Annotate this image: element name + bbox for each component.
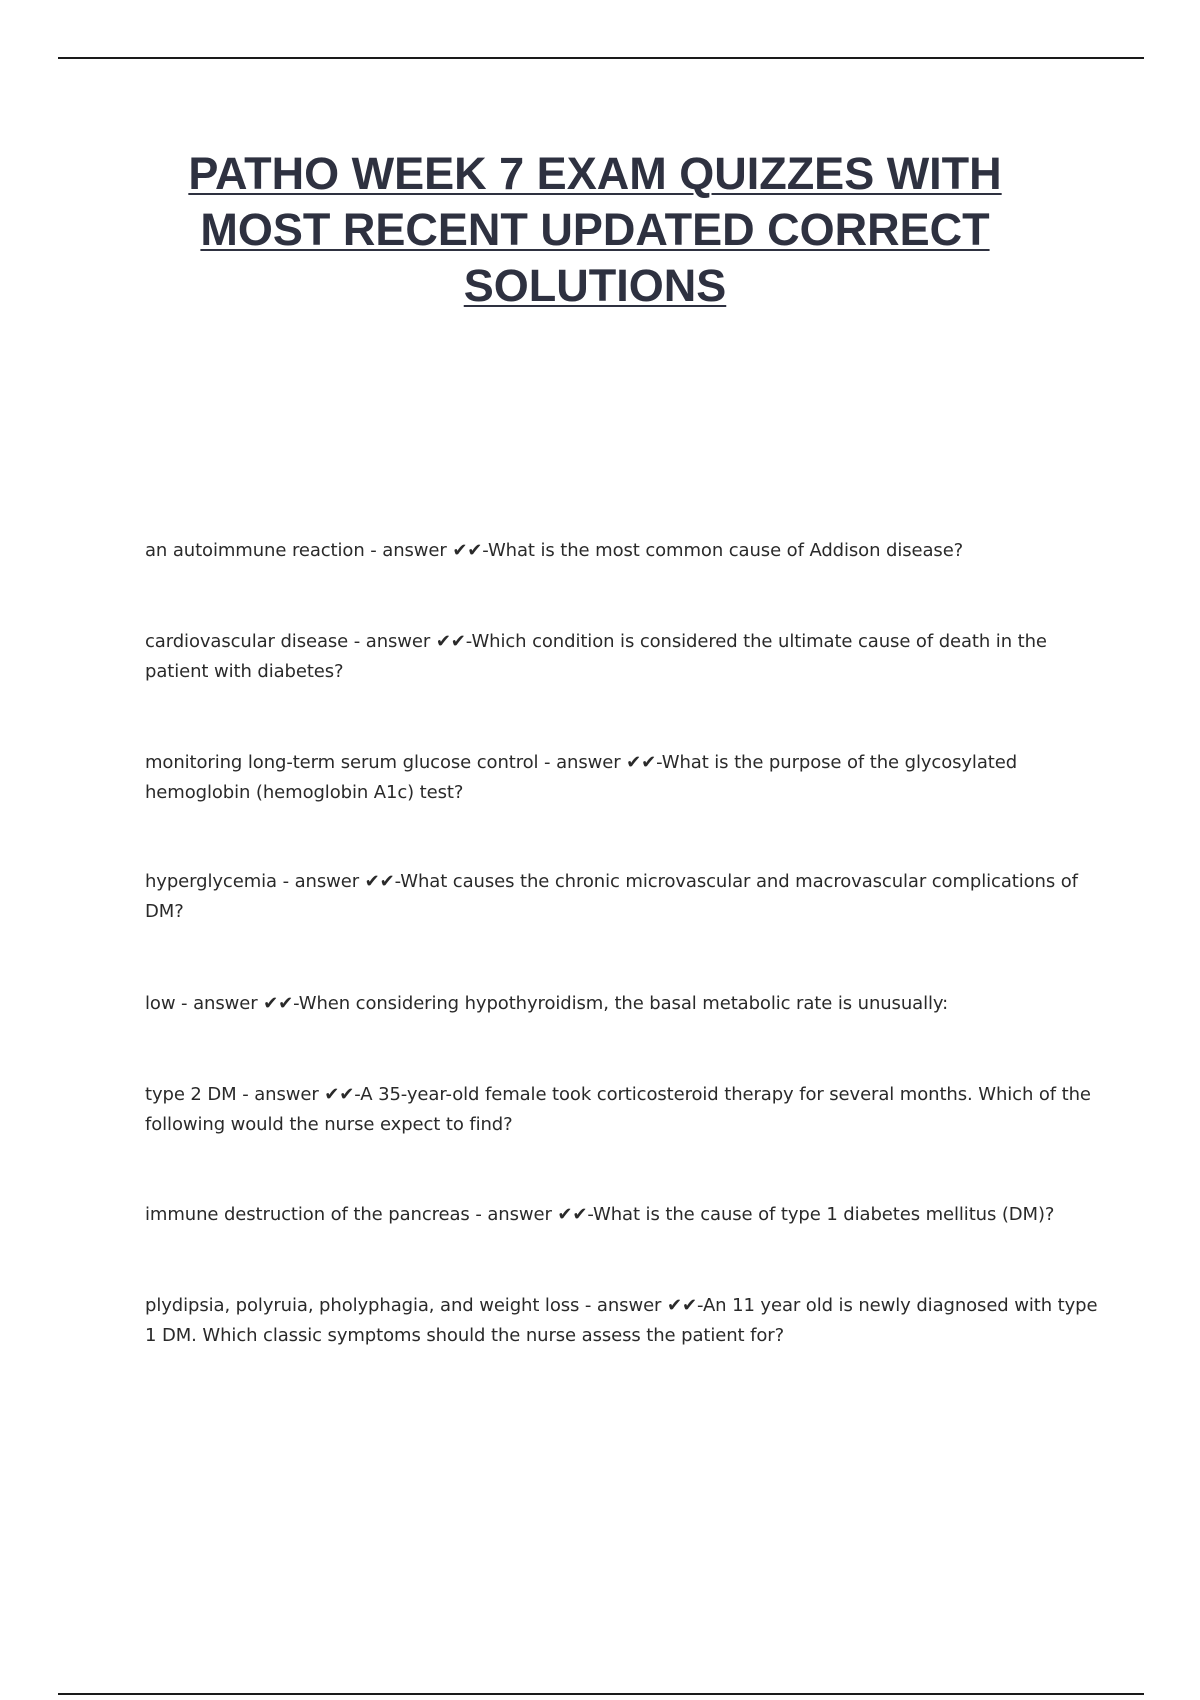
- checkmark-icon: ✔✔: [263, 993, 294, 1014]
- qa-item-3: [145, 748, 1100, 808]
- qa-item-4: [145, 867, 1100, 927]
- bottom-divider: [58, 1693, 1144, 1695]
- question-text: -An 11 year old is newly diagnosed with type 1 DM. Which classic symptoms should the nurse assess the patient for?: [145, 1295, 1098, 1346]
- answer-text: cardiovascular disease: [145, 631, 349, 652]
- checkmark-icon: ✔✔: [666, 1295, 697, 1316]
- qa-item-5: [145, 989, 1100, 1019]
- answer-text: plydipsia, polyruia, pholyphagia, and weight loss: [145, 1295, 580, 1316]
- question-text: -What is the purpose of the glycosylated hemoglobin (hemoglobin A1c) test?: [145, 752, 1018, 803]
- checkmark-icon: ✔✔: [364, 871, 395, 892]
- document-title: PATHO WEEK 7 EXAM QUIZZES WITH MOST RECENT UPDATED CORRECT SOLUTIONS: [188, 148, 1002, 311]
- answer-separator: - answer: [538, 752, 627, 773]
- checkmark-icon: ✔✔: [324, 1084, 355, 1105]
- answer-text: hyperglycemia: [145, 871, 277, 892]
- qa-item-6: [145, 1080, 1100, 1140]
- qa-item-7: [145, 1200, 1100, 1230]
- qa-item-1: [145, 536, 1100, 566]
- question-text: -A 35-year-old female took corticosteroid therapy for several months. Which of the following would the nurse expect to find?: [145, 1084, 1091, 1135]
- checkmark-icon: ✔✔: [557, 1204, 588, 1225]
- checkmark-icon: ✔✔: [452, 540, 483, 561]
- answer-text: an autoimmune reaction: [145, 540, 365, 561]
- checkmark-icon: ✔✔: [626, 752, 657, 773]
- answer-text: immune destruction of the pancreas: [145, 1204, 470, 1225]
- question-text: -What causes the chronic microvascular and macrovascular complications of DM?: [145, 871, 1078, 922]
- answer-separator: - answer: [364, 540, 453, 561]
- answer-text: monitoring long-term serum glucose control: [145, 752, 539, 773]
- answer-separator: - answer: [276, 871, 365, 892]
- answer-text: low: [145, 993, 176, 1014]
- question-text: -Which condition is considered the ultimate cause of death in the patient with diabetes?: [145, 631, 1047, 682]
- question-text: -What is the cause of type 1 diabetes mellitus (DM)?: [587, 1204, 1055, 1225]
- answer-separator: - answer: [236, 1084, 325, 1105]
- answer-separator: - answer: [469, 1204, 558, 1225]
- answer-separator: - answer: [348, 631, 436, 652]
- answer-separator: - answer: [175, 993, 264, 1014]
- checkmark-icon: ✔✔: [435, 631, 466, 652]
- answer-separator: - answer: [579, 1295, 667, 1316]
- top-divider: [58, 57, 1144, 59]
- question-text: -When considering hypothyroidism, the basal metabolic rate is unusually:: [293, 993, 949, 1014]
- answer-text: type 2 DM: [145, 1084, 237, 1105]
- question-text: -What is the most common cause of Addison disease?: [482, 540, 964, 561]
- qa-item-2: [145, 627, 1100, 687]
- qa-item-8: [145, 1291, 1100, 1351]
